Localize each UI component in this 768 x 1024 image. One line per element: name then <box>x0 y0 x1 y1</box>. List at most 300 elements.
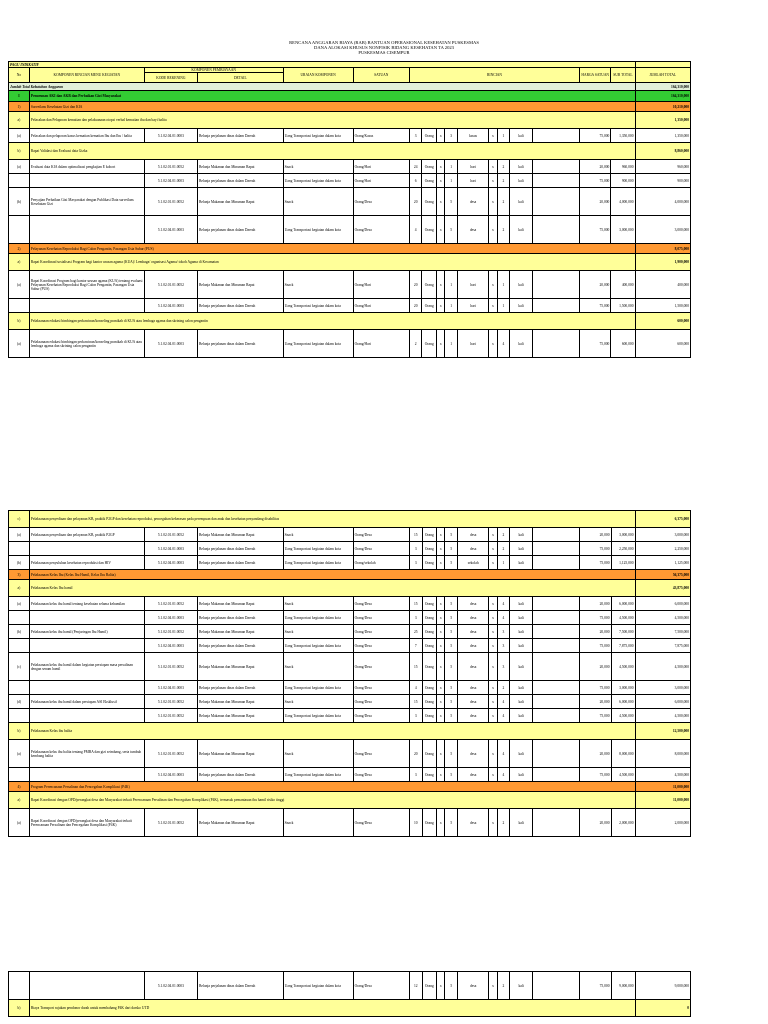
row-unit-2: desa <box>458 709 489 723</box>
row-times-1: x <box>437 299 445 313</box>
row-volume-3: 1 <box>497 129 510 143</box>
row-unit-2: desa <box>458 625 489 639</box>
row-detail: Belanja Makanan dan Minuman Rapat <box>198 653 284 681</box>
row-unit-1: Orang <box>422 695 437 709</box>
row-detail: Belanja Makanan dan Minuman Rapat <box>197 271 283 299</box>
row-volume-2: 3 <box>445 129 458 143</box>
row-uraian: Uang Transportasi kegiatan dalam kota <box>283 556 353 570</box>
row-sub-total: 4,500,000 <box>611 709 635 723</box>
row-unit-3: kali <box>510 542 533 556</box>
row-jumlah-total: 2,000,000 <box>635 809 690 837</box>
row-unit-2: desa <box>458 768 489 782</box>
subsection-label: Surveilans Kesehatan Gizi dan KIA <box>29 102 635 112</box>
row-volume-3: 4 <box>497 695 510 709</box>
row-times-1: x <box>437 542 445 556</box>
row-volume-2: 5 <box>445 216 458 244</box>
row-volume-1: 2 <box>409 330 422 358</box>
row-jumlah-total: 1,500,000 <box>635 299 691 313</box>
row-kode-rekening: 5.1.02.01.01.0052 <box>144 528 197 542</box>
grand-total-label: Jumlah Total Kebutuhan Anggaran <box>9 83 636 91</box>
section-label: Penurunan AKI dan AKB dan Perbaikan Gizi Masyarakat <box>29 91 635 102</box>
row-uraian: Snack <box>283 528 353 542</box>
page-1 <box>0 0 768 480</box>
row-jumlah-total: 4,500,000 <box>635 768 690 782</box>
activity-total: 0 <box>635 1000 690 1017</box>
row-volume-3: 2 <box>497 809 510 837</box>
row-volume-3: 2 <box>497 160 510 174</box>
row-volume-2: 5 <box>445 597 458 611</box>
row-komponen: Rapat Koordinasi Program bagi kantor urusan agama (KUA) tentang evaluasi Pelayanan Kesehatan Reproduksi Bagi Calon Pengantin, Pasangan Usia Subur (PUS) <box>29 271 144 299</box>
row-komponen <box>29 972 144 1000</box>
row-volume-2: 5 <box>445 542 458 556</box>
row-uraian: Uang Transportasi kegiatan dalam kota <box>283 972 353 1000</box>
row-kode-rekening: 5.1.02.04.01.0003 <box>144 611 197 625</box>
row-unit-1: Orang <box>422 639 437 653</box>
row-uraian: Uang Transportasi kegiatan dalam kota <box>283 216 353 244</box>
row-sub-total: 4,000,000 <box>611 188 635 216</box>
row-spacer <box>533 809 580 837</box>
row-number <box>9 611 30 625</box>
subsection-total: 56,375,000 <box>635 570 690 580</box>
row-unit-1: Orang <box>422 271 437 299</box>
activity-number: b) <box>9 723 30 740</box>
row-detail: Belanja perjalanan dinas dalam Daerah <box>198 681 284 695</box>
row-volume-1: 12 <box>410 972 423 1000</box>
row-uraian: Snack <box>283 740 353 768</box>
row-volume-3: 2 <box>497 174 510 188</box>
row-kode-rekening: 5.1.02.04.01.0003 <box>144 299 197 313</box>
row-volume-2: 5 <box>445 528 458 542</box>
row-unit-1: Orang <box>422 174 437 188</box>
col-jumlah: JUMLAH TOTAL <box>635 68 691 83</box>
row-unit-1: Orang <box>422 740 437 768</box>
row-volume-2: 5 <box>445 809 458 837</box>
row-times-2: x <box>489 597 497 611</box>
activity-row <box>9 254 691 271</box>
row-detail: Belanja perjalanan dinas dalam Daerah <box>197 299 283 313</box>
rab-table-page-2 <box>8 510 691 837</box>
row-unit-3: kali <box>510 653 533 681</box>
row-kode-rekening: 5.1.02.01.01.0052 <box>144 597 197 611</box>
row-spacer <box>533 768 580 782</box>
row-sub-total: 7,875,000 <box>611 639 635 653</box>
row-satuan: Orang/Hari <box>353 271 409 299</box>
row-satuan: Orang/Hari <box>353 299 409 313</box>
row-sub-total: 3,000,000 <box>611 528 635 542</box>
row-satuan: Orang/Hari <box>353 174 409 188</box>
row-sub-total: 2,000,000 <box>611 809 635 837</box>
activity-row <box>9 580 691 597</box>
subsection-row <box>9 244 691 254</box>
row-harga-satuan: 75,000 <box>580 330 611 358</box>
row-unit-2: desa <box>458 528 489 542</box>
row-satuan: Orang/Hari <box>353 330 409 358</box>
row-komponen <box>29 709 144 723</box>
row-volume-1: 4 <box>410 681 423 695</box>
row-kode-rekening: 5.1.02.01.01.0052 <box>144 160 197 174</box>
row-spacer <box>533 972 580 1000</box>
row-times-2: x <box>489 611 497 625</box>
row-detail: Belanja Makanan dan Minuman Rapat <box>198 625 284 639</box>
row-uraian: Snack <box>283 695 353 709</box>
row-number: (c) <box>9 653 30 681</box>
row-uraian: Snack <box>283 653 353 681</box>
row-volume-2: 5 <box>445 681 458 695</box>
row-unit-1: Orang <box>422 809 437 837</box>
row-unit-1: Orang <box>422 972 437 1000</box>
row-spacer <box>533 597 580 611</box>
row-satuan: Orang/Desa <box>353 695 409 709</box>
row-unit-3: kali <box>510 216 533 244</box>
row-volume-1: 15 <box>410 695 423 709</box>
row-satuan: Orang/Desa <box>353 597 409 611</box>
row-volume-3: 2 <box>497 188 510 216</box>
row-unit-3: kali <box>510 709 533 723</box>
row-spacer <box>533 611 580 625</box>
row-harga-satuan: 75,000 <box>580 972 611 1000</box>
row-volume-3: 1 <box>497 556 510 570</box>
row-times-1: x <box>437 174 445 188</box>
col-kode: KODE REKENING <box>144 73 197 83</box>
row-times-1: x <box>437 740 445 768</box>
row-volume-3: 4 <box>497 330 510 358</box>
row-unit-3: kali <box>510 972 533 1000</box>
row-number: (a) <box>9 160 30 174</box>
row-spacer <box>533 299 580 313</box>
row-times-1: x <box>437 528 445 542</box>
row-komponen: Rapat Koordinasi dengan OPD/perangkat desa dan Masyarakat terkait Perencanaan Persalinan dan Pencegahan Komplikasi (P4K) <box>29 809 144 837</box>
row-times-1: x <box>437 129 445 143</box>
row-sub-total: 6,000,000 <box>611 695 635 709</box>
row-times-1: x <box>437 611 445 625</box>
row-times-1: x <box>437 653 445 681</box>
row-uraian: Uang Transportasi kegiatan dalam kota <box>283 542 353 556</box>
row-unit-2: desa <box>458 681 489 695</box>
row-times-1: x <box>437 809 445 837</box>
row-kode-rekening: 5.1.02.04.01.0003 <box>144 972 197 1000</box>
row-harga-satuan: 75,000 <box>580 611 611 625</box>
column-header-row-1 <box>9 68 691 73</box>
header-line-3: PUSKESMAS CISEMPUR <box>358 50 410 56</box>
row-unit-3: kali <box>510 556 533 570</box>
activity-total: 8,860,000 <box>635 143 691 160</box>
row-unit-2: desa <box>458 542 489 556</box>
row-number: (a) <box>9 129 30 143</box>
row-times-1: x <box>437 271 445 299</box>
row-komponen: Pelaksanaan kelas ibu hamil tentang kesehatan selama kehamilan <box>29 597 144 611</box>
row-jumlah-total: 9,000,000 <box>635 972 690 1000</box>
col-detail: DETAIL <box>197 73 283 83</box>
row-sub-total: 8,000,000 <box>611 740 635 768</box>
row-times-2: x <box>489 271 497 299</box>
row-uraian: Uang Transportasi kegiatan dalam kota <box>283 129 353 143</box>
row-detail: Belanja Makanan dan Minuman Rapat <box>198 740 284 768</box>
page-2 <box>0 480 768 1024</box>
row-volume-3: 4 <box>497 740 510 768</box>
activity-label: Biaya Transport rujukan pendonor darah untuk membahang P4K dari darsko UTD <box>29 1000 635 1017</box>
col-komponen: KOMPONEN RINCIAN MENU KEGIATAN <box>29 68 144 83</box>
header-line-1: RENCANA ANGGARAN BIAYA (RAB) BANTUAN OPERASIONAL KESEHATAN PUSKESMAS <box>289 40 479 45</box>
activity-number: b) <box>9 143 30 160</box>
subsection-label: Pelaksanaan Kelas Ibu (Kelas Ibu Hamil, Kelas Ibu Balita) <box>29 570 635 580</box>
row-spacer <box>533 271 580 299</box>
row-times-2: x <box>489 809 497 837</box>
row-unit-1: Orang <box>422 216 437 244</box>
row-spacer <box>533 556 580 570</box>
row-volume-2: 1 <box>445 174 458 188</box>
grand-total-row <box>9 83 691 91</box>
row-komponen <box>29 681 144 695</box>
row-volume-1: 20 <box>409 299 422 313</box>
row-volume-1: 3 <box>409 129 422 143</box>
row-volume-2: 1 <box>445 299 458 313</box>
row-volume-2: 5 <box>445 972 458 1000</box>
row-volume-2: 5 <box>445 188 458 216</box>
row-unit-3: kali <box>510 271 533 299</box>
row-detail: Belanja Makanan dan Minuman Rapat <box>198 709 284 723</box>
activity-label: Rapat Koordinasi/sosialisasi Program bagi kantor urusan agama (KUA)/ Lembaga/ organisasi Agama/ tokoh Agama di Kecamatan <box>29 254 635 271</box>
activity-row <box>9 143 691 160</box>
activity-label: Pelaksanaan penyediaan dan pelayanan KB, praktik P2GP dan kesehatan reproduksi, pencegahan kekerasan pada perempuan dan anak dan kesehatan penyandang disabilitas <box>29 511 635 528</box>
row-unit-2: hari <box>457 174 488 188</box>
section-row <box>9 91 691 102</box>
row-detail: Belanja Makanan dan Minuman Rapat <box>198 528 284 542</box>
row-unit-3: kali <box>510 160 533 174</box>
row-sub-total: 1,350,000 <box>611 129 635 143</box>
row-number: (b) <box>9 625 30 639</box>
budget-row <box>9 528 691 542</box>
row-unit-1: Orang <box>422 528 437 542</box>
row-times-1: x <box>437 681 445 695</box>
row-kode-rekening: 5.1.02.04.01.0003 <box>144 681 197 695</box>
row-harga-satuan: 75,000 <box>580 299 611 313</box>
col-satuan: SATUAN <box>353 68 409 83</box>
activity-number: a) <box>9 792 30 809</box>
rab-body-page-1 <box>9 83 691 358</box>
row-spacer <box>533 216 580 244</box>
row-volume-1: 3 <box>410 768 423 782</box>
row-sub-total: 960,000 <box>611 160 635 174</box>
row-komponen: Pelacakan dan pelaporan kasus kematian kematian Ibu dan Ibu / balita <box>29 129 144 143</box>
row-unit-2: desa <box>458 639 489 653</box>
row-unit-2: desa <box>458 972 489 1000</box>
subsection-label: Program Perencanaan Persalinan dan Pencegahan Komplikasi (P4K) <box>29 782 635 792</box>
row-satuan: Orang/Kasus <box>353 129 409 143</box>
row-unit-1: Orang <box>422 542 437 556</box>
row-komponen: Pelaksanaan penyediaan dan pelayanan KB, praktik P2GP <box>29 528 144 542</box>
row-sub-total: 900,000 <box>611 174 635 188</box>
row-unit-1: Orang <box>422 681 437 695</box>
row-detail: Belanja Makanan dan Minuman Rapat <box>198 597 284 611</box>
row-unit-1: Orang <box>422 129 437 143</box>
row-number <box>9 174 30 188</box>
row-unit-1: Orang <box>422 188 437 216</box>
row-times-2: x <box>489 160 497 174</box>
row-detail: Belanja perjalanan dinas dalam Daerah <box>198 611 284 625</box>
rab-body-page-2 <box>9 511 691 837</box>
row-unit-1: Orang <box>422 768 437 782</box>
row-times-2: x <box>489 695 497 709</box>
row-harga-satuan: 20,000 <box>580 188 611 216</box>
row-satuan: Orang/Desa <box>353 188 409 216</box>
row-jumlah-total: 6,000,000 <box>635 695 690 709</box>
row-kode-rekening: 5.1.02.04.01.0003 <box>144 330 197 358</box>
row-sub-total: 7,500,000 <box>611 625 635 639</box>
pagu-label: PAGU INDIKATIF <box>9 62 636 68</box>
row-kode-rekening: 5.1.02.04.01.0003 <box>144 129 197 143</box>
subsection-label: Pelayanan Kesehatan Reproduksi Bagi Calon Pengantin, Pasangan Usia Subur (PUS) <box>29 244 635 254</box>
row-komponen: Pelaksanaan kelas ibu balita tentang PMBA dan gizi seimbang, serta tumbuh kembang balita <box>29 740 144 768</box>
row-volume-2: 5 <box>445 639 458 653</box>
activity-number: c) <box>9 511 30 528</box>
row-times-1: x <box>437 639 445 653</box>
row-satuan: Orang/Desa <box>353 709 409 723</box>
row-volume-1: 15 <box>410 597 423 611</box>
budget-row <box>9 160 691 174</box>
row-satuan: Orang/Desa <box>353 768 409 782</box>
row-detail: Belanja Makanan dan Minuman Rapat <box>197 160 283 174</box>
row-kode-rekening: 5.1.02.04.01.0003 <box>144 639 197 653</box>
activity-row <box>9 723 691 740</box>
row-volume-1: 3 <box>410 709 423 723</box>
section-number: I <box>9 91 30 102</box>
subsection-row <box>9 102 691 112</box>
activity-row <box>9 511 691 528</box>
row-volume-1: 15 <box>410 528 423 542</box>
row-harga-satuan: 75,000 <box>580 542 611 556</box>
row-sub-total: 4,500,000 <box>611 611 635 625</box>
row-satuan: Orang/Desa <box>353 611 409 625</box>
activity-number: b) <box>9 1000 30 1017</box>
row-jumlah-total: 600,000 <box>635 330 691 358</box>
row-kode-rekening: 5.1.02.01.01.0052 <box>144 625 197 639</box>
row-unit-3: kali <box>510 768 533 782</box>
row-volume-3: 4 <box>497 709 510 723</box>
row-jumlah-total: 3,000,000 <box>635 216 691 244</box>
budget-row <box>9 188 691 216</box>
budget-row <box>9 768 691 782</box>
row-unit-1: Orang <box>422 597 437 611</box>
row-times-1: x <box>437 597 445 611</box>
activity-number: a) <box>9 254 30 271</box>
activity-total: 11,000,000 <box>635 792 690 809</box>
row-volume-1: 4 <box>409 216 422 244</box>
row-unit-1: Orang <box>422 330 437 358</box>
col-rincian: RINCIAN <box>409 68 579 83</box>
row-kode-rekening: 5.1.02.01.01.0052 <box>144 809 197 837</box>
row-unit-3: kali <box>510 611 533 625</box>
row-unit-2: desa <box>458 740 489 768</box>
row-detail: Belanja perjalanan dinas dalam Daerah <box>198 542 284 556</box>
row-detail: Belanja perjalanan dinas dalam Daerah <box>197 174 283 188</box>
row-detail: Belanja perjalanan dinas dalam Daerah <box>197 216 283 244</box>
row-number: (a) <box>9 740 30 768</box>
row-volume-1: 24 <box>409 160 422 174</box>
row-detail: Belanja perjalanan dinas dalam Daerah <box>198 639 284 653</box>
row-spacer <box>533 695 580 709</box>
row-volume-2: 5 <box>445 709 458 723</box>
activity-row <box>9 1000 691 1017</box>
row-times-2: x <box>489 639 497 653</box>
row-spacer <box>533 174 580 188</box>
row-jumlah-total: 400,000 <box>635 271 691 299</box>
row-volume-2: 5 <box>445 556 458 570</box>
row-unit-3: kali <box>510 597 533 611</box>
row-spacer <box>533 709 580 723</box>
row-kode-rekening: 5.1.02.04.01.0003 <box>144 542 197 556</box>
row-volume-3: 2 <box>497 681 510 695</box>
row-sub-total: 3,000,000 <box>611 681 635 695</box>
row-satuan: Orang/Desa <box>353 639 409 653</box>
row-harga-satuan: 20,000 <box>580 625 611 639</box>
row-jumlah-total: 4,500,000 <box>635 709 690 723</box>
row-spacer <box>533 129 580 143</box>
row-komponen <box>29 174 144 188</box>
row-volume-3: 1 <box>497 299 510 313</box>
budget-row <box>9 299 691 313</box>
row-sub-total: 4,500,000 <box>611 768 635 782</box>
row-unit-1: Orang <box>422 709 437 723</box>
row-kode-rekening: 5.1.02.01.01.0052 <box>144 188 197 216</box>
row-komponen <box>29 639 144 653</box>
row-uraian: Uang Transportasi kegiatan dalam kota <box>283 639 353 653</box>
row-volume-2: 5 <box>445 653 458 681</box>
row-times-2: x <box>489 528 497 542</box>
row-unit-1: Orang <box>422 653 437 681</box>
row-volume-3: 2 <box>497 528 510 542</box>
row-volume-3: 4 <box>497 768 510 782</box>
row-volume-3: 2 <box>497 542 510 556</box>
row-unit-2: hari <box>457 299 488 313</box>
row-harga-satuan: 75,000 <box>580 768 611 782</box>
subsection-row <box>9 782 691 792</box>
row-unit-2: hari <box>457 330 488 358</box>
row-jumlah-total: 3,000,000 <box>635 528 690 542</box>
row-spacer <box>533 681 580 695</box>
activity-label: Pelacakan dan Pelaporan kematian dan pelaksanaan otopsi verbal kematian ibu dan bayi balita <box>29 112 635 129</box>
row-times-2: x <box>489 216 497 244</box>
row-jumlah-total: 7,875,000 <box>635 639 690 653</box>
row-unit-3: kali <box>510 625 533 639</box>
budget-row <box>9 129 691 143</box>
budget-row <box>9 542 691 556</box>
row-harga-satuan: 20,000 <box>580 271 611 299</box>
row-komponen <box>29 611 144 625</box>
row-jumlah-total: 4,500,000 <box>635 653 690 681</box>
activity-total: 6,375,000 <box>635 511 690 528</box>
activity-total: 1,350,000 <box>635 112 691 129</box>
activity-label: Pelaksanaan Kelas ibu balita <box>29 723 635 740</box>
row-detail: Belanja perjalanan dinas dalam Daerah <box>197 129 283 143</box>
row-jumlah-total: 2,250,000 <box>635 542 690 556</box>
row-number: (b) <box>9 188 30 216</box>
col-sub: SUB TOTAL <box>611 68 635 83</box>
activity-number: a) <box>9 580 30 597</box>
row-sub-total: 1,500,000 <box>611 299 635 313</box>
row-unit-3: kali <box>510 681 533 695</box>
row-volume-2: 1 <box>445 330 458 358</box>
row-komponen <box>29 768 144 782</box>
row-komponen: Evaluasi data KIA dalam optimalisasi pengkajian E kohort <box>29 160 144 174</box>
row-uraian: Uang Transportasi kegiatan dalam kota <box>283 330 353 358</box>
row-satuan: Orang/Hari <box>353 160 409 174</box>
row-unit-2: kasus <box>457 129 488 143</box>
row-jumlah-total: 4,500,000 <box>635 611 690 625</box>
document-header <box>0 40 768 56</box>
row-times-2: x <box>489 740 497 768</box>
row-jumlah-total: 7,500,000 <box>635 625 690 639</box>
row-spacer <box>533 160 580 174</box>
